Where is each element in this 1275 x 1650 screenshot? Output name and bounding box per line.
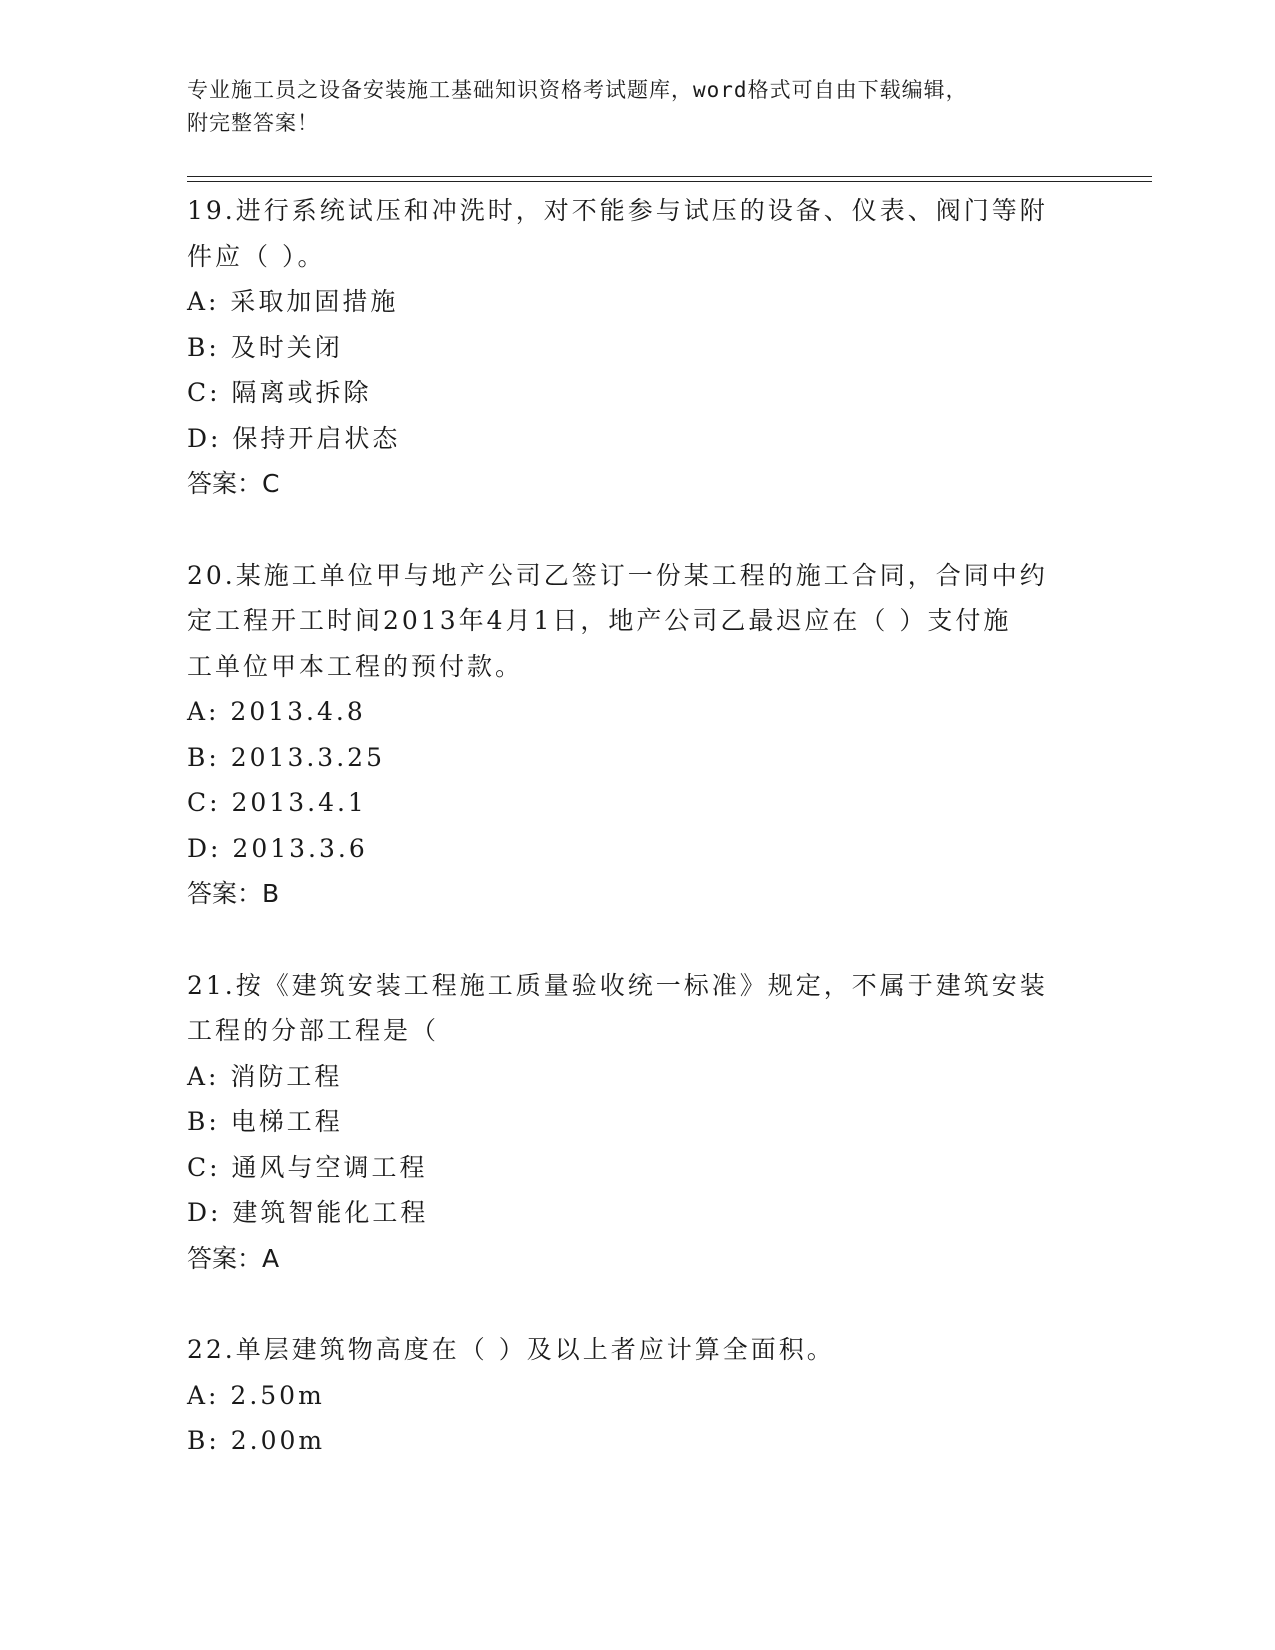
- question-stem-line: 工程的分部工程是（: [187, 1016, 440, 1045]
- question-list: [187, 188, 1087, 1510]
- header-divider-bottom: [187, 181, 1152, 182]
- question-block: [187, 553, 1087, 917]
- question-stem-line: 件应（ ）。: [187, 241, 326, 271]
- answer-key: 答案：B: [187, 879, 280, 908]
- answer-option: A: 2.50m: [187, 1380, 325, 1410]
- answer-option: C: 2013.4.1: [187, 788, 367, 817]
- answer-option: A: 2013.4.8: [187, 697, 366, 726]
- answer-option: B: 电梯工程: [187, 1107, 343, 1136]
- header-line-2: 附完整答案！: [187, 111, 319, 135]
- question-block: [187, 188, 1087, 507]
- question-block: [187, 1327, 1087, 1464]
- question-block: [187, 963, 1087, 1282]
- answer-option: C: 通风与空调工程: [187, 1152, 428, 1182]
- question-stem-line: 工单位甲本工程的预付款。: [187, 651, 524, 681]
- answer-option: D: 保持开启状态: [187, 423, 401, 453]
- question-stem-line: 19.进行系统试压和冲洗时，对不能参与试压的设备、仪表、阀门等附: [187, 196, 1048, 225]
- question-stem-line: 定工程开工时间2013年4月1日，地产公司乙最迟应在（ ）支付施: [187, 606, 1012, 635]
- answer-option: D: 建筑智能化工程: [187, 1198, 429, 1227]
- header-divider-top: [187, 176, 1152, 177]
- answer-option: C: 隔离或拆除: [187, 378, 372, 407]
- answer-option: A: 消防工程: [187, 1061, 343, 1091]
- question-stem-line: 22.单层建筑物高度在（ ）及以上者应计算全面积。: [187, 1335, 835, 1364]
- answer-option: D: 2013.3.6: [187, 833, 368, 863]
- answer-option: B: 及时关闭: [187, 332, 343, 362]
- answer-option: B: 2.00m: [187, 1426, 326, 1455]
- answer-option: B: 2013.3.25: [187, 742, 385, 772]
- document-header: [187, 74, 1067, 140]
- question-stem-line: 21.按《建筑安装工程施工质量验收统一标准》规定，不属于建筑安装: [187, 970, 1048, 1000]
- header-line-1: 专业施工员之设备安装施工基础知识资格考试题库，word格式可自由下载编辑，: [187, 78, 968, 102]
- answer-key: 答案：A: [187, 1243, 280, 1273]
- answer-key: 答案：C: [187, 469, 280, 498]
- question-stem-line: 20.某施工单位甲与地产公司乙签订一份某工程的施工合同，合同中约: [187, 560, 1048, 590]
- answer-option: A: 采取加固措施: [187, 287, 399, 316]
